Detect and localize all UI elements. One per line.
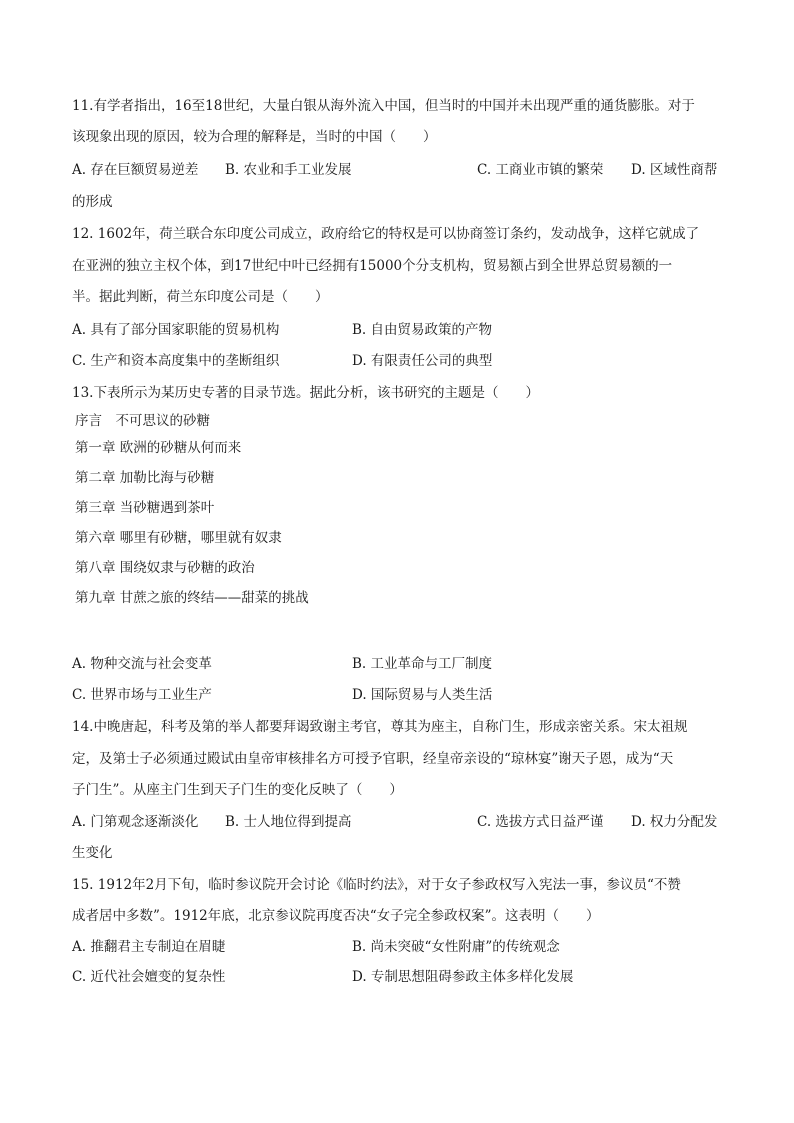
option-d: D. 专制思想阻碍参政主体多样化发展	[352, 969, 574, 985]
question-stem-line: 15. 1912年2月下旬，临时参议院开会讨论《临时约法》，对于女子参政权写入宪法一事，参议员“不赞	[72, 877, 681, 893]
option-c: C. 选拔方式日益严谨	[477, 814, 604, 830]
option-wrap-text: 的形成	[72, 194, 113, 210]
option-b: B. 农业和手工业发展	[225, 162, 352, 178]
toc-item: 序言 不可思议的砂糖	[75, 413, 210, 429]
question-stem-line: 该现象出现的原因，较为合理的解释是，当时的中国（ ）	[72, 129, 437, 145]
question-stem-line: 14.中晚唐起，科考及第的举人都要拜谒致谢主考官，尊其为座主，自称门生，形成亲密关系。宋太祖规	[72, 719, 688, 735]
question-stem-line: 13.下表所示为某历史专著的目录节选。据此分析，该书研究的主题是（ ）	[72, 385, 539, 401]
toc-item: 第二章 加勒比海与砂糖	[75, 470, 215, 486]
option-b: B. 士人地位得到提高	[225, 814, 352, 830]
option-b: B. 工业革命与工厂制度	[352, 656, 493, 672]
option-d: D. 区域性商帮	[631, 162, 718, 178]
option-b: B. 尚未突破“女性附庸”的传统观念	[352, 939, 560, 955]
option-d: D. 有限责任公司的典型	[352, 353, 493, 369]
option-c: C. 世界市场与工业生产	[72, 687, 212, 703]
option-b: B. 自由贸易政策的产物	[352, 322, 493, 338]
toc-item: 第一章 欧洲的砂糖从何而来	[75, 440, 242, 456]
question-stem-line: 子门生”。从座主门生到天子门生的变化反映了（ ）	[72, 782, 403, 798]
option-a: A. 门第观念逐渐淡化	[72, 814, 199, 830]
question-stem-line: 半。据此判断，荷兰东印度公司是（ ）	[72, 289, 329, 305]
toc-item: 第三章 当砂糖遇到茶叶	[75, 500, 215, 516]
option-a: A. 存在巨额贸易逆差	[72, 162, 199, 178]
option-c: C. 生产和资本高度集中的垄断组织	[72, 353, 280, 369]
question-stem-line: 11.有学者指出，16至18世纪，大量白银从海外流入中国，但当时的中国并未出现严重的通货膨胀。对于	[72, 98, 695, 114]
toc-item: 第八章 围绕奴隶与砂糖的政治	[75, 560, 255, 576]
option-c: C. 近代社会嬗变的复杂性	[72, 969, 226, 985]
toc-item: 第六章 哪里有砂糖，哪里就有奴隶	[75, 530, 282, 546]
option-d: D. 国际贸易与人类生活	[352, 687, 493, 703]
toc-item: 第九章 甘蔗之旅的终结——甜菜的挑战	[75, 590, 309, 606]
option-wrap-text: 生变化	[72, 845, 113, 861]
question-stem-line: 成者居中多数”。1912年底，北京参议院再度否决“女子完全参政权案”。这表明（ ）	[72, 908, 600, 924]
option-a: A. 具有了部分国家职能的贸易机构	[72, 322, 280, 338]
option-c: C. 工商业市镇的繁荣	[477, 162, 604, 178]
option-d: D. 权力分配发	[631, 814, 718, 830]
option-a: A. 推翻君主专制迫在眉睫	[72, 939, 226, 955]
question-stem-line: 在亚洲的独立主权个体，到17世纪中叶已经拥有15000个分支机构，贸易额占到全世界总贸易额的一	[72, 258, 673, 274]
question-stem-line: 12. 1602年，荷兰联合东印度公司成立，政府给它的特权是可以协商签订条约，发动战争，这样它就成了	[72, 226, 700, 242]
question-stem-line: 定，及第士子必须通过殿试由皇帝审核排名方可授予官职，经皇帝亲设的“琼林宴”谢天子恩，成为“天	[72, 751, 674, 767]
option-a: A. 物种交流与社会变革	[72, 656, 212, 672]
